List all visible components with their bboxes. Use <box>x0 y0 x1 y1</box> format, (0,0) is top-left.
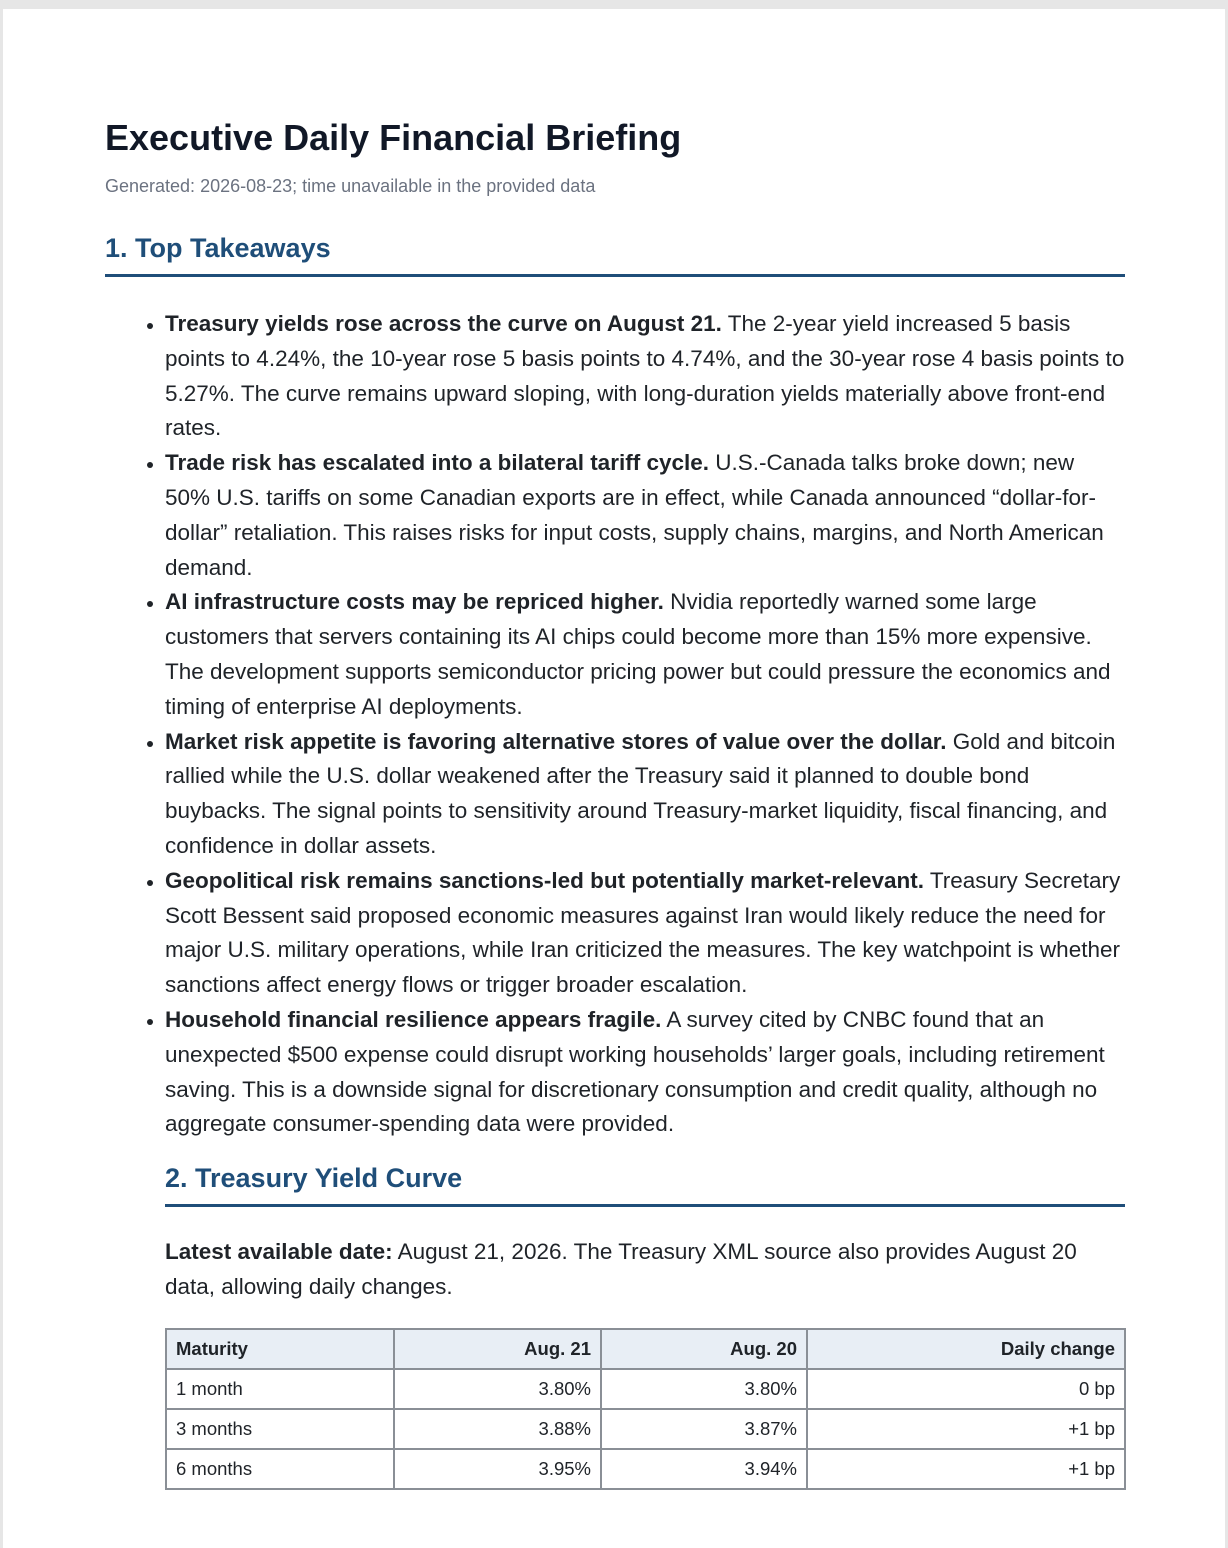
section-heading-yield-curve: 2. Treasury Yield Curve <box>165 1163 1125 1207</box>
cell-aug20: 3.94% <box>601 1449 807 1489</box>
latest-date-label: Latest available date: <box>165 1239 393 1264</box>
latest-date-paragraph <box>165 1235 1125 1304</box>
takeaway-item <box>165 1003 1125 1142</box>
cell-maturity: 6 months <box>166 1449 394 1489</box>
takeaway-item <box>165 307 1125 446</box>
table-row <box>166 1369 1125 1409</box>
takeaway-lead: AI infrastructure costs may be repriced higher. <box>165 589 664 615</box>
cell-aug21: 3.80% <box>394 1369 601 1409</box>
takeaway-body: A survey cited by CNBC found that an unexpected $500 expense could disrupt working households’ larger goals, including retirement saving. This is a downside signal for discretionary consumption and credit quality, although no aggregate consumer-spending data were provided. <box>165 1006 1105 1137</box>
generated-timestamp: Generated: 2026-08-23; time unavailable in the provided data <box>105 176 596 196</box>
takeaway-body: Gold and bitcoin rallied while the U.S. dollar weakened after the Treasury said it planned to double bond buybacks. The signal points to sensitivity around Treasury-market liquidity, fiscal financing, and confidence in dollar assets. <box>165 728 1116 858</box>
takeaways-list <box>105 307 1125 1142</box>
takeaway-lead: Household financial resilience appears fragile. <box>165 1006 662 1032</box>
takeaway-item <box>165 725 1125 864</box>
page-title: Executive Daily Financial Briefing <box>105 117 682 158</box>
takeaway-item <box>165 864 1125 1003</box>
column-header-aug21: Aug. 21 <box>394 1329 601 1369</box>
cell-aug20: 3.87% <box>601 1409 807 1449</box>
document-page <box>3 9 1225 1548</box>
cell-daily-change: +1 bp <box>807 1449 1125 1489</box>
takeaway-lead: Market risk appetite is favoring alternative stores of value over the dollar. <box>165 728 947 754</box>
yield-table <box>165 1328 1126 1490</box>
takeaway-body: U.S.-Canada talks broke down; new 50% U.S. tariffs on some Canadian exports are in effect, while Canada announced “dollar-for-dollar” retaliation. This raises risks for input costs, supply chains, margins, and North American demand. <box>165 450 1104 580</box>
section-top-takeaways <box>105 233 1125 277</box>
table-header-row <box>166 1329 1125 1369</box>
latest-date-text: August 21, 2026. The Treasury XML source also provides August 20 data, allowing daily changes. <box>165 1239 1077 1299</box>
cell-maturity: 1 month <box>166 1369 394 1409</box>
cell-aug21: 3.88% <box>394 1409 601 1449</box>
cell-aug21: 3.95% <box>394 1449 601 1489</box>
section-treasury-yield-curve <box>165 1163 1125 1207</box>
takeaway-lead: Trade risk has escalated into a bilateral tariff cycle. <box>165 450 709 476</box>
section-heading-takeaways: 1. Top Takeaways <box>105 233 1125 277</box>
cell-daily-change: +1 bp <box>807 1409 1125 1449</box>
takeaway-body: Treasury Secretary Scott Bessent said proposed economic measures against Iran would likely reduce the need for major U.S. military operations, while Iran criticized the measures. The key watchpoint is whether sanctions affect energy flows or trigger broader escalation. <box>165 867 1121 998</box>
takeaway-body: The 2-year yield increased 5 basis points to 4.24%, the 10-year rose 5 basis points to 4.74%, and the 30-year rose 4 basis points to 5.27%. The curve remains upward sloping, with long-duration yields materially above front-end rates. <box>165 311 1125 441</box>
takeaway-item <box>165 446 1125 585</box>
takeaway-lead: Treasury yields rose across the curve on August 21. <box>165 311 722 336</box>
cell-aug20: 3.80% <box>601 1369 807 1409</box>
column-header-maturity: Maturity <box>166 1329 394 1369</box>
table-row <box>166 1449 1125 1489</box>
cell-maturity: 3 months <box>166 1409 394 1449</box>
takeaway-body: Nvidia reportedly warned some large customers that servers containing its AI chips could become more than 15% more expensive. The development supports semiconductor pricing power but could pressure the economics and timing of enterprise AI deployments. <box>165 589 1111 719</box>
column-header-aug20: Aug. 20 <box>601 1329 807 1369</box>
column-header-daily-change: Daily change <box>807 1329 1125 1369</box>
table-row <box>166 1409 1125 1449</box>
cell-daily-change: 0 bp <box>807 1369 1125 1409</box>
takeaway-lead: Geopolitical risk remains sanctions-led but potentially market-relevant. <box>165 867 924 893</box>
takeaway-item <box>165 585 1125 724</box>
